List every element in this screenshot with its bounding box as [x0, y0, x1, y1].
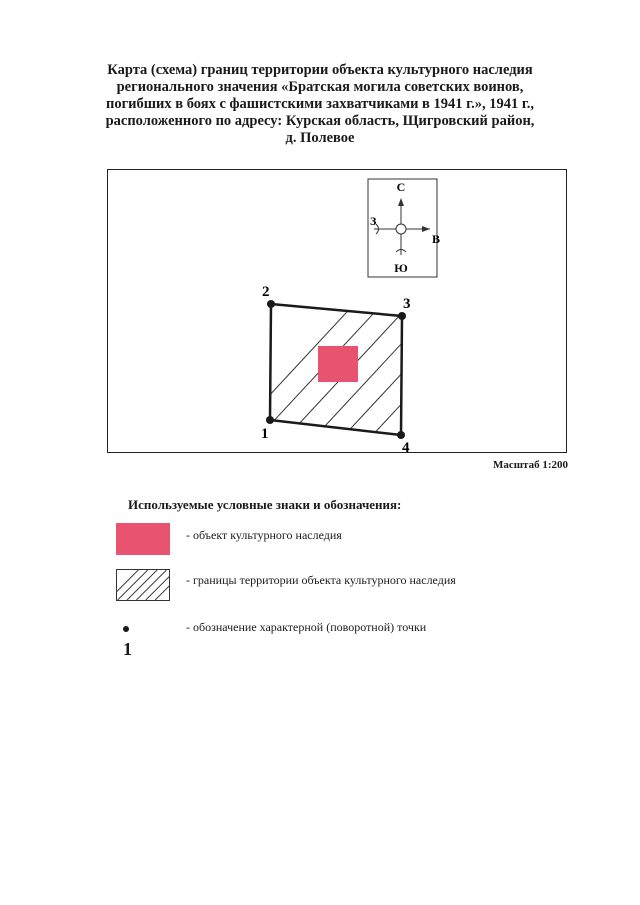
point-label: 1 [261, 426, 269, 442]
title-line: регионального значения «Братская могила советских воинов, [116, 79, 524, 95]
map-canvas [108, 170, 568, 454]
object-swatch [116, 523, 170, 555]
title-line: Карта (схема) границ территории объекта культурного наследия [107, 62, 533, 78]
north-arrow-icon [398, 198, 404, 206]
point-symbol [123, 618, 132, 660]
compass-center [396, 224, 406, 234]
map-frame [107, 169, 567, 453]
compass-west-label: З [370, 214, 377, 228]
turning-point [267, 300, 275, 308]
title-line: погибших в боях с фашистскими захватчиками в 1941 г.», 1941 г., [105, 96, 535, 112]
map-scale: Масштаб 1:200 [492, 459, 568, 471]
compass-north-label: С [396, 180, 406, 194]
heritage-object [318, 346, 358, 382]
hatch-line [536, 300, 568, 440]
turning-point [266, 416, 274, 424]
legend-text: - объект культурного наследия [186, 528, 342, 542]
hatch-line [508, 300, 568, 440]
hatch-line [340, 300, 470, 440]
title-line: д. Полевое [285, 130, 355, 146]
east-arrow-icon [422, 226, 430, 232]
point-dot-icon [123, 626, 129, 632]
hatch-line [368, 300, 498, 440]
compass-east-label: В [432, 232, 441, 246]
legend-text: - границы территории объекта культурного наследия [186, 573, 456, 587]
title-line: расположенного по адресу: Курская область, Щигровский район, [105, 113, 535, 129]
compass-south-label: Ю [394, 261, 408, 275]
compass [368, 179, 440, 277]
point-label: 3 [403, 296, 411, 312]
point-label: 4 [402, 440, 410, 454]
point-symbol-label: 1 [123, 639, 132, 659]
turning-point [397, 431, 405, 439]
map-title [90, 62, 550, 147]
turning-point [398, 312, 406, 320]
hatch-line [452, 300, 568, 440]
hatch-line [480, 300, 568, 440]
legend-text: - обозначение характерной (поворотной) точки [186, 620, 427, 634]
point-label: 2 [262, 284, 270, 300]
hatch-line [396, 300, 526, 440]
hatch-line [424, 300, 554, 440]
territory-hatch [228, 300, 568, 440]
legend-title: Используемые условные знаки и обозначения: [128, 497, 402, 512]
hatch-swatch [116, 569, 170, 601]
